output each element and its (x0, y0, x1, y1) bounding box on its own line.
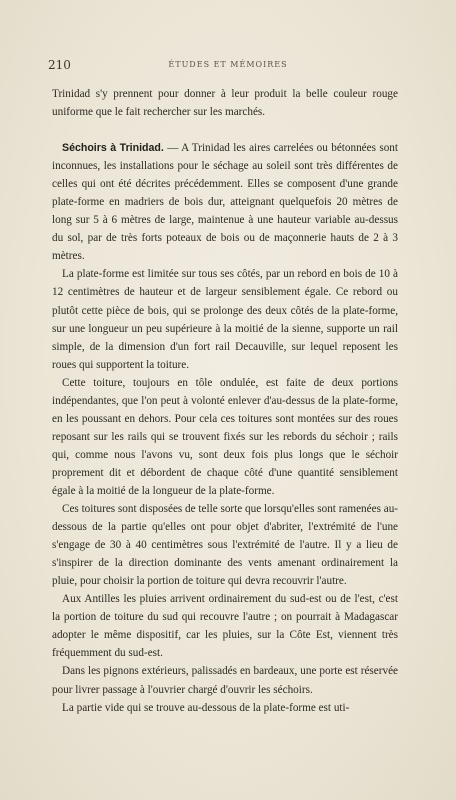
paragraph-text: Cette toiture, toujours en tôle ondulée, est faite de deux portions indépendantes, que l'on peut à volonté enlever d'au-dessus de la plate-forme, en les poussant en dehors. Pour cela ces toitures sont montées sur des roues reposant sur les rails qui se trouvent fixés sur les rebords du séchoir ; rails qui, comme nous l'avons vu, sont deux fois plus longs que le séchoir proprement dit et débordent de chaque côté d'une quantité sensiblement égale à la moitié de la longueur de la plate-forme. (52, 376, 398, 497)
page-header (48, 58, 408, 74)
paragraph-text: Trinidad s'y prennent pour donner à leur produit la belle couleur rouge uniforme que le fait rechercher sur les marchés. (52, 88, 398, 119)
running-head: ÉTUDES ET MÉMOIRES (168, 60, 288, 69)
paragraph (52, 662, 398, 698)
paragraph-text: Dans les pignons extérieurs, palissadés en bardeaux, une porte est réservée pour livrer passage à l'ouvrier chargé d'ouvrir les séchoirs. (52, 665, 398, 696)
section-title: Séchoirs à Trinidad. (62, 142, 164, 155)
paragraph (52, 500, 398, 590)
paragraph-text: — A Trinidad les aires carrelées ou bétonnées sont inconnues, les installations pour le séchage au soleil sont très différentes de celles qui ont été décrites précédemment. Elles se composent d'une grande plate-forme en madriers de bois dur, atteignant quelquefois 20 mètres de long sur 5 à 6 mètres de large, maintenue à une hauteur variable au-dessus du sol, par de très forts poteaux de bois ou de maçonnerie hauts de 2 à 3 mètres. (52, 142, 398, 263)
paragraph (52, 374, 398, 500)
paragraph (52, 265, 398, 373)
paragraph-text: La plate-forme est limitée sur tous ses côtés, par un rebord en bois de 10 à 12 centimètres de hauteur et de largeur sensiblement égale. Ce rebord ou plutôt cette pièce de bois, qui se prolonge des deux côtés de la plate-forme, sur une longueur un peu supérieure à la moitié de la sienne, supporte un rail simple, de la dimension d'un fort rail Decauville, sur lequel reposent les roues qui supportent la toiture. (52, 268, 398, 371)
body-text (52, 85, 398, 717)
paragraph-text: Aux Antilles les pluies arrivent ordinairement du sud-est ou de l'est, c'est la portion de toiture du sud qui recouvre l'autre ; on pourrait à Madagascar adopter le même dispositif, car les pluies, sur la Côte Est, viennent très fréquemment du sud-est. (52, 593, 398, 660)
paragraph (52, 699, 398, 717)
paragraph-text: Ces toitures sont disposées de telle sorte que lorsqu'elles sont ramenées au-dessous de la partie qu'elles ont pour objet d'abriter, l'extrémité de l'une s'engage de 30 à 40 centimètres sous l'extrémité de l'autre. Il y a lieu de s'inspirer de la direction dominante des vents amenant ordinairement la pluie, pour choisir la portion de toiture qui devra recouvrir l'autre. (52, 503, 399, 588)
page-number: 210 (48, 58, 71, 72)
paragraph (52, 590, 398, 662)
paragraph (52, 85, 398, 121)
section-paragraph (52, 139, 398, 265)
paragraph-text: La partie vide qui se trouve au-dessous de la plate-forme est uti- (62, 701, 350, 714)
